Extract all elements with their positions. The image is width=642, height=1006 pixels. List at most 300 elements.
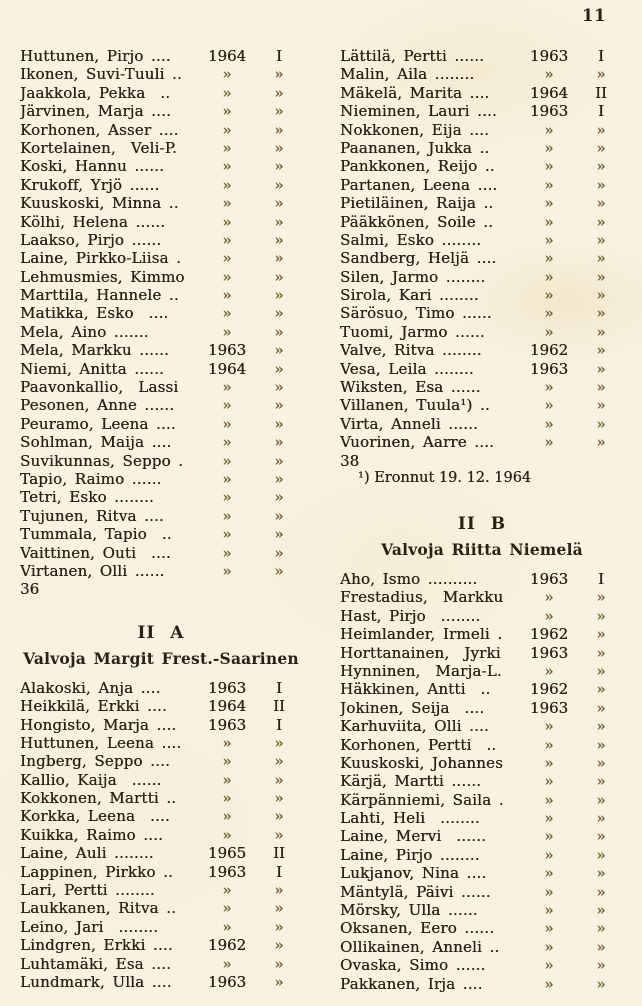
student-name: Mörsky, Ulla ...... xyxy=(340,901,478,920)
entry-year: 1962 xyxy=(529,680,569,699)
entry-year: » xyxy=(222,825,232,844)
student-row xyxy=(20,562,302,580)
student-row xyxy=(20,452,302,470)
entry-mark: » xyxy=(274,267,284,286)
entry-mark: » xyxy=(274,341,284,360)
student-row xyxy=(20,844,302,862)
student-row xyxy=(340,883,624,901)
student-row xyxy=(340,176,624,194)
student-row xyxy=(20,139,302,157)
student-row xyxy=(20,679,302,697)
student-row xyxy=(340,304,624,322)
student-name: Korkka, Leena .... xyxy=(20,807,170,826)
entry-year: » xyxy=(544,194,554,213)
entry-mark: » xyxy=(274,286,284,305)
student-row xyxy=(20,378,302,396)
student-row xyxy=(20,697,302,715)
student-name: Huttunen, Leena .... xyxy=(20,733,182,752)
student-name: Mäntylä, Päivi ...... xyxy=(340,882,491,901)
student-name: Wiksten, Esa ...... xyxy=(340,378,481,397)
entry-mark: I xyxy=(276,862,282,881)
entry-mark: II xyxy=(273,697,285,716)
entry-mark: » xyxy=(596,212,606,231)
entry-year: » xyxy=(544,433,554,452)
entry-mark: I xyxy=(276,678,282,697)
student-name: Nokkonen, Eija .... xyxy=(340,120,490,139)
student-name: Virtanen, Olli ...... xyxy=(20,561,165,580)
student-row xyxy=(340,846,624,864)
left-column xyxy=(20,47,302,993)
student-name: Leino, Jari ........ xyxy=(20,917,159,936)
student-name: Matikka, Esko .... xyxy=(20,304,169,323)
entry-year: » xyxy=(222,267,232,286)
student-row xyxy=(20,936,302,954)
entry-mark: » xyxy=(274,899,284,918)
student-name: Kortelainen, Veli-P. xyxy=(20,138,177,157)
entry-mark: » xyxy=(596,643,606,662)
entry-mark: » xyxy=(274,543,284,562)
entry-mark: » xyxy=(596,378,606,397)
student-name: Alakoski, Anja .... xyxy=(20,678,161,697)
section-heading-iib: II B xyxy=(457,513,507,534)
student-name: Kärjä, Martti ...... xyxy=(340,772,482,791)
entry-year: » xyxy=(544,882,554,901)
entry-year: » xyxy=(222,65,232,84)
class-list-iia-continued xyxy=(340,47,624,452)
entry-year: » xyxy=(544,901,554,920)
entry-year: 1962 xyxy=(529,625,569,644)
entry-mark: II xyxy=(595,83,607,102)
student-row xyxy=(340,956,624,974)
entry-mark: » xyxy=(274,304,284,323)
student-name: Lättilä, Pertti ...... xyxy=(340,47,485,65)
student-row xyxy=(20,396,302,414)
student-name: Marttila, Hannele .. xyxy=(20,286,179,305)
student-name: Lindgren, Erkki .... xyxy=(20,936,173,955)
student-name: Kärpänniemi, Saila . xyxy=(340,790,504,809)
student-name: Silen, Jarmo ........ xyxy=(340,267,486,286)
section-supervisor-iia: Valvoja Margit Frest.-Saarinen xyxy=(23,648,299,668)
entry-year: » xyxy=(222,396,232,415)
student-name: Krukoff, Yrjö ...... xyxy=(20,175,160,194)
class-list-iib xyxy=(340,570,624,993)
entry-year: 1963 xyxy=(529,359,569,378)
student-name: Heikkilä, Erkki .... xyxy=(20,697,167,716)
entry-mark: » xyxy=(274,212,284,231)
entry-mark: » xyxy=(596,790,606,809)
entry-mark: » xyxy=(596,753,606,772)
entry-year: 1963 xyxy=(207,715,247,734)
entry-year: » xyxy=(222,917,232,936)
entry-year: » xyxy=(544,267,554,286)
entry-year: 1963 xyxy=(529,102,569,121)
entry-year: » xyxy=(544,175,554,194)
entry-mark: » xyxy=(596,809,606,828)
student-name: Hongisto, Marja .... xyxy=(20,715,177,734)
student-name: Paananen, Jukka .. xyxy=(340,138,490,157)
student-row xyxy=(20,826,302,844)
student-row xyxy=(340,286,624,304)
student-row xyxy=(20,470,302,488)
student-name: Laine, Auli ........ xyxy=(20,844,154,863)
student-name: Laine, Mervi ...... xyxy=(340,827,487,846)
class-list-iia xyxy=(20,679,302,992)
student-row xyxy=(340,754,624,772)
entry-year: » xyxy=(222,414,232,433)
student-row xyxy=(340,84,624,102)
entry-mark: » xyxy=(274,488,284,507)
entry-year: 1964 xyxy=(207,359,247,378)
entry-year: 1963 xyxy=(529,698,569,717)
student-name: Kallio, Kaija ...... xyxy=(20,770,162,789)
student-row xyxy=(340,396,624,414)
student-name: Horttanainen, Jyrki xyxy=(340,643,501,662)
student-row xyxy=(340,736,624,754)
entry-mark: » xyxy=(274,194,284,213)
student-name: Laine, Pirjo ........ xyxy=(340,845,480,864)
student-row xyxy=(340,378,624,396)
entry-mark: » xyxy=(274,451,284,470)
entry-mark: » xyxy=(274,414,284,433)
student-row xyxy=(20,918,302,936)
entry-mark: » xyxy=(596,974,606,993)
student-row xyxy=(20,323,302,341)
student-name: Sandberg, Heljä .... xyxy=(340,249,497,268)
entry-year: » xyxy=(544,249,554,268)
student-row xyxy=(20,415,302,433)
entry-mark: » xyxy=(596,267,606,286)
student-name: Vuorinen, Aarre .... xyxy=(340,433,495,452)
student-name: Kölhi, Helena ...... xyxy=(20,212,166,231)
student-name: Partanen, Leena .... xyxy=(340,175,498,194)
entry-mark: » xyxy=(274,65,284,84)
student-row xyxy=(340,791,624,809)
entry-mark: I xyxy=(276,47,282,65)
entry-year: 1963 xyxy=(207,341,247,360)
student-name: Ingberg, Seppo .... xyxy=(20,752,171,771)
entry-mark: » xyxy=(274,770,284,789)
student-name: Kuikka, Raimo .... xyxy=(20,825,164,844)
student-name: Järvinen, Marja .... xyxy=(20,102,172,121)
entry-mark: » xyxy=(274,954,284,973)
entry-mark: » xyxy=(274,157,284,176)
student-name: Peuramo, Leena .... xyxy=(20,414,176,433)
entry-mark: » xyxy=(596,175,606,194)
entry-year: » xyxy=(544,606,554,625)
student-name: Kuuskoski, Johannes xyxy=(340,753,503,772)
student-name: Hynninen, Marja-L. xyxy=(340,661,502,680)
entry-year: 1965 xyxy=(207,844,247,863)
student-count: 36 xyxy=(20,580,40,599)
entry-mark: » xyxy=(596,717,606,736)
student-row xyxy=(20,102,302,120)
entry-year: » xyxy=(544,157,554,176)
entry-year: » xyxy=(222,488,232,507)
entry-mark: » xyxy=(596,396,606,415)
student-row xyxy=(340,360,624,378)
student-name: Ollikainen, Anneli .. xyxy=(340,937,500,956)
student-name: Korhonen, Pertti .. xyxy=(340,735,497,754)
student-row xyxy=(20,752,302,770)
entry-year: 1963 xyxy=(207,972,247,991)
student-row xyxy=(20,84,302,102)
student-row xyxy=(20,286,302,304)
entry-mark: » xyxy=(596,827,606,846)
student-name: Häkkinen, Antti .. xyxy=(340,680,491,699)
student-name: Niemi, Anitta ...... xyxy=(20,359,165,378)
entry-mark: » xyxy=(274,525,284,544)
entry-mark: » xyxy=(596,919,606,938)
entry-year: » xyxy=(222,752,232,771)
entry-year: » xyxy=(544,396,554,415)
page-number: 11 xyxy=(582,6,606,25)
student-row xyxy=(340,680,624,698)
entry-year: » xyxy=(222,175,232,194)
student-name: Lari, Pertti ........ xyxy=(20,881,155,900)
entry-year: » xyxy=(222,506,232,525)
student-name: Lehmusmies, Kimmo xyxy=(20,267,185,286)
student-name: Luhtamäki, Esa .... xyxy=(20,954,172,973)
class-list-continued xyxy=(20,47,302,580)
entry-mark: » xyxy=(596,120,606,139)
entry-mark: II xyxy=(273,844,285,863)
student-name: Vesa, Leila ........ xyxy=(340,359,474,378)
student-row xyxy=(20,268,302,286)
student-name: Huttunen, Pirjo .... xyxy=(20,47,171,65)
student-name: Sirola, Kari ........ xyxy=(340,286,479,305)
student-row xyxy=(20,789,302,807)
entry-year: » xyxy=(222,157,232,176)
entry-mark: » xyxy=(596,322,606,341)
student-row xyxy=(340,827,624,845)
entry-year: 1962 xyxy=(529,341,569,360)
student-name: Pankkonen, Reijo .. xyxy=(340,157,495,176)
entry-mark: » xyxy=(596,937,606,956)
student-name: Jokinen, Seija .... xyxy=(340,698,485,717)
student-row xyxy=(340,938,624,956)
entry-year: » xyxy=(222,378,232,397)
entry-year: » xyxy=(544,304,554,323)
entry-year: » xyxy=(222,525,232,544)
student-name: Villanen, Tuula¹) .. xyxy=(340,396,490,415)
entry-year: 1963 xyxy=(529,643,569,662)
student-name: Kuuskoski, Minna .. xyxy=(20,194,179,213)
entry-year: » xyxy=(544,845,554,864)
entry-year: » xyxy=(544,809,554,828)
entry-year: » xyxy=(222,304,232,323)
student-row xyxy=(20,121,302,139)
entry-mark: » xyxy=(596,882,606,901)
student-row xyxy=(340,644,624,662)
student-row xyxy=(20,525,302,543)
student-row xyxy=(340,341,624,359)
entry-year: » xyxy=(544,65,554,84)
entry-year: » xyxy=(222,249,232,268)
student-name: Mela, Markku ...... xyxy=(20,341,170,360)
entry-mark: » xyxy=(274,359,284,378)
student-name: Pietiläinen, Raija .. xyxy=(340,194,494,213)
entry-mark: » xyxy=(596,341,606,360)
student-row xyxy=(340,194,624,212)
entry-mark: » xyxy=(274,396,284,415)
entry-mark: » xyxy=(274,807,284,826)
entry-year: » xyxy=(222,469,232,488)
section-heading-iia: II A xyxy=(137,622,185,643)
student-row xyxy=(340,570,624,588)
entry-mark: » xyxy=(274,972,284,991)
entry-year: » xyxy=(544,414,554,433)
student-row xyxy=(340,809,624,827)
student-row xyxy=(340,249,624,267)
student-row xyxy=(340,699,624,717)
entry-year: » xyxy=(544,735,554,754)
student-name: Virta, Anneli ...... xyxy=(340,414,479,433)
student-row xyxy=(340,121,624,139)
entry-mark: » xyxy=(274,825,284,844)
student-row xyxy=(340,717,624,735)
entry-year: » xyxy=(544,937,554,956)
student-name: Vaittinen, Outi .... xyxy=(20,543,171,562)
entry-year: » xyxy=(544,120,554,139)
student-name: Laine, Pirkko-Liisa . xyxy=(20,249,182,268)
entry-mark: » xyxy=(596,249,606,268)
student-name: Sohlman, Maija .... xyxy=(20,433,172,452)
entry-year: » xyxy=(544,322,554,341)
student-row xyxy=(340,139,624,157)
student-name: Pesonen, Anne ...... xyxy=(20,396,175,415)
entry-mark: » xyxy=(596,956,606,975)
student-row xyxy=(340,213,624,231)
student-row xyxy=(20,47,302,65)
student-name: Malin, Aila ........ xyxy=(340,65,475,84)
student-row xyxy=(20,157,302,175)
student-name: Nieminen, Lauri .... xyxy=(340,102,497,121)
student-row xyxy=(340,102,624,120)
entry-year: » xyxy=(222,807,232,826)
student-name: Lahti, Heli ........ xyxy=(340,809,480,828)
student-row xyxy=(20,341,302,359)
student-name: Jaakkola, Pekka .. xyxy=(20,83,171,102)
student-name: Pääkkönen, Soile .. xyxy=(340,212,494,231)
entry-year: » xyxy=(222,881,232,900)
entry-year: » xyxy=(222,770,232,789)
student-name: Heimlander, Irmeli . xyxy=(340,625,503,644)
student-name: Laakso, Pirjo ...... xyxy=(20,230,162,249)
entry-mark: I xyxy=(598,102,604,121)
section-supervisor-iib: Valvoja Riitta Niemelä xyxy=(381,539,583,559)
student-row xyxy=(20,194,302,212)
entry-year: » xyxy=(544,286,554,305)
entry-year: 1964 xyxy=(207,697,247,716)
student-row xyxy=(340,157,624,175)
student-row xyxy=(340,65,624,83)
entry-mark: » xyxy=(274,881,284,900)
student-name: Korhonen, Asser .... xyxy=(20,120,179,139)
entry-year: » xyxy=(544,753,554,772)
student-name: Kokkonen, Martti .. xyxy=(20,789,177,808)
student-name: Särösuo, Timo ...... xyxy=(340,304,492,323)
entry-year: » xyxy=(222,733,232,752)
entry-mark: » xyxy=(596,138,606,157)
entry-mark: » xyxy=(274,733,284,752)
entry-mark: » xyxy=(274,469,284,488)
entry-year: » xyxy=(222,120,232,139)
student-row xyxy=(20,249,302,267)
entry-mark: » xyxy=(274,120,284,139)
student-name: Tapio, Raimo ...... xyxy=(20,469,162,488)
student-row xyxy=(20,863,302,881)
student-row xyxy=(340,901,624,919)
student-name: Lundmark, Ulla .... xyxy=(20,972,172,991)
student-name: Koski, Hannu ...... xyxy=(20,157,165,176)
student-row xyxy=(20,881,302,899)
student-name: Karhuviita, Olli .... xyxy=(340,717,489,736)
student-name: Oksanen, Eero ...... xyxy=(340,919,495,938)
entry-mark: » xyxy=(274,249,284,268)
student-name: Lukjanov, Nina .... xyxy=(340,864,487,883)
student-row xyxy=(20,973,302,991)
entry-mark: » xyxy=(596,901,606,920)
student-row xyxy=(340,47,624,65)
entry-year: » xyxy=(222,322,232,341)
entry-year: » xyxy=(222,138,232,157)
entry-year: 1963 xyxy=(207,678,247,697)
student-row xyxy=(340,588,624,606)
entry-year: » xyxy=(544,790,554,809)
entry-mark: » xyxy=(274,433,284,452)
entry-mark: » xyxy=(596,304,606,323)
entry-year: » xyxy=(222,286,232,305)
entry-year: » xyxy=(544,588,554,607)
student-row xyxy=(340,919,624,937)
student-name: Suvikunnas, Seppo . xyxy=(20,451,184,470)
student-row xyxy=(340,975,624,993)
entry-mark: » xyxy=(274,230,284,249)
student-name: Tujunen, Ritva .... xyxy=(20,506,164,525)
student-name: Tetri, Esko ........ xyxy=(20,488,154,507)
entry-mark: » xyxy=(596,625,606,644)
entry-mark: I xyxy=(598,47,604,65)
student-name: Mäkelä, Marita .... xyxy=(340,83,490,102)
entry-mark: » xyxy=(274,936,284,955)
student-name: Paavonkallio, Lassi xyxy=(20,378,179,397)
student-name: Tuomi, Jarmo ...... xyxy=(340,322,485,341)
entry-year: » xyxy=(222,543,232,562)
entry-mark: » xyxy=(596,433,606,452)
student-row xyxy=(20,304,302,322)
entry-mark: » xyxy=(274,322,284,341)
student-name: Ikonen, Suvi-Tuuli .. xyxy=(20,65,182,84)
entry-year: » xyxy=(544,919,554,938)
student-row xyxy=(340,415,624,433)
entry-year: » xyxy=(222,561,232,580)
student-count: 38 xyxy=(340,451,360,470)
entry-mark: » xyxy=(596,157,606,176)
entry-year: » xyxy=(222,102,232,121)
student-name: Aho, Ismo .......... xyxy=(340,569,478,588)
entry-year: » xyxy=(222,433,232,452)
entry-mark: » xyxy=(596,698,606,717)
student-row xyxy=(20,433,302,451)
student-row xyxy=(340,607,624,625)
student-name: Laukkanen, Ritva .. xyxy=(20,899,177,918)
entry-mark: » xyxy=(274,138,284,157)
student-name: Mela, Aino ....... xyxy=(20,322,149,341)
student-row xyxy=(20,507,302,525)
entry-year: » xyxy=(544,138,554,157)
entry-mark: I xyxy=(276,715,282,734)
entry-mark: » xyxy=(596,286,606,305)
